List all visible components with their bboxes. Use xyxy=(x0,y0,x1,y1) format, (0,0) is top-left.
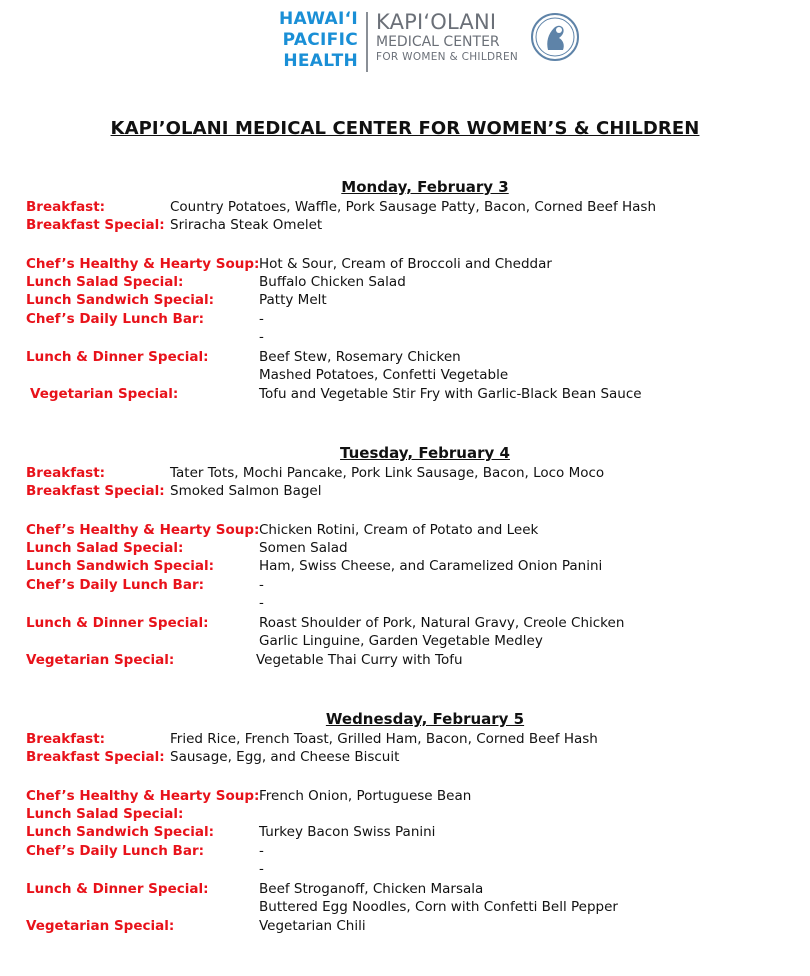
hph-line-2: PACIFIC xyxy=(282,30,358,50)
menu-value: Fried Rice, French Toast, Grilled Ham, Bacon, Corned Beef Hash xyxy=(170,731,598,747)
day-title: Tuesday, February 4 xyxy=(340,444,510,462)
menu-label: Chef’s Daily Lunch Bar: xyxy=(26,311,205,327)
day-title: Wednesday, February 5 xyxy=(325,710,525,728)
menu-label: Breakfast Special: xyxy=(26,483,165,499)
menu-value: Chicken Rotini, Cream of Potato and Leek xyxy=(259,522,539,538)
menu-value: Tater Tots, Mochi Pancake, Pork Link Sausage, Bacon, Loco Moco xyxy=(170,465,605,481)
kap-line-1: KAPI‘OLANI xyxy=(376,10,497,34)
menu-label: Chef’s Daily Lunch Bar: xyxy=(26,577,205,593)
menu-value: Somen Salad xyxy=(259,540,348,556)
menu-label: Chef’s Healthy & Hearty Soup: xyxy=(26,522,260,538)
menu-value: Tofu and Vegetable Stir Fry with Garlic-Black Bean Sauce xyxy=(259,386,642,402)
menu-value: - xyxy=(259,311,264,327)
menu-label: Vegetarian Special: xyxy=(26,652,175,668)
page-title: KAPI’OLANI MEDICAL CENTER FOR WOMEN’S & CHILDREN xyxy=(110,118,700,139)
menu-label: Vegetarian Special: xyxy=(30,386,179,402)
menu-value: - xyxy=(259,861,264,877)
menu-value: Vegetable Thai Curry with Tofu xyxy=(256,652,463,668)
hph-line-1: HAWAI‘I xyxy=(279,9,358,29)
logo-divider xyxy=(366,12,368,72)
menu-value: Buttered Egg Noodles, Corn with Confetti Bell Pepper xyxy=(259,899,618,915)
menu-label: Lunch & Dinner Special: xyxy=(26,615,209,631)
menu-value: Ham, Swiss Cheese, and Caramelized Onion Panini xyxy=(259,558,603,574)
menu-label: Vegetarian Special: xyxy=(26,918,175,934)
menu-value: Mashed Potatoes, Confetti Vegetable xyxy=(259,367,509,383)
menu-value: Turkey Bacon Swiss Panini xyxy=(259,824,436,840)
menu-value: Sausage, Egg, and Cheese Biscuit xyxy=(170,749,400,765)
menu-value: French Onion, Portuguese Bean xyxy=(259,788,472,804)
menu-label: Breakfast: xyxy=(26,731,106,747)
day-title: Monday, February 3 xyxy=(341,178,509,196)
menu-label: Breakfast: xyxy=(26,465,106,481)
menu-label: Lunch Salad Special: xyxy=(26,806,184,822)
menu-label: Breakfast Special: xyxy=(26,749,165,765)
menu-label: Lunch Sandwich Special: xyxy=(26,824,214,840)
menu-label: Lunch & Dinner Special: xyxy=(26,349,209,365)
menu-value: Sriracha Steak Omelet xyxy=(170,217,323,233)
menu-label: Lunch Sandwich Special: xyxy=(26,558,214,574)
hph-line-3: HEALTH xyxy=(283,51,358,71)
menu-value: Buffalo Chicken Salad xyxy=(259,274,406,290)
header-logo xyxy=(0,0,810,90)
menu-value: Garlic Linguine, Garden Vegetable Medley xyxy=(259,633,543,649)
menu-value: - xyxy=(259,595,264,611)
menu-value: Roast Shoulder of Pork, Natural Gravy, Creole Chicken xyxy=(259,615,625,631)
menu-label: Lunch Sandwich Special: xyxy=(26,292,214,308)
menu-value: Vegetarian Chili xyxy=(259,918,366,934)
menu-value: Smoked Salmon Bagel xyxy=(170,483,322,499)
menu-value: - xyxy=(259,329,264,345)
menu-value: Country Potatoes, Waffle, Pork Sausage Patty, Bacon, Corned Beef Hash xyxy=(170,199,656,215)
menu-label: Chef’s Healthy & Hearty Soup: xyxy=(26,256,260,272)
menu-label: Lunch Salad Special: xyxy=(26,540,184,556)
kap-line-3: FOR WOMEN & CHILDREN xyxy=(376,51,519,63)
menu-value: - xyxy=(259,843,264,859)
menu-label: Lunch & Dinner Special: xyxy=(26,881,209,897)
menu-value: - xyxy=(259,577,264,593)
menu-value: Patty Melt xyxy=(259,292,327,308)
menu-label: Lunch Salad Special: xyxy=(26,274,184,290)
hawaii-pacific-health-logo xyxy=(258,9,358,72)
menu-label: Breakfast Special: xyxy=(26,217,165,233)
menu-value: Beef Stroganoff, Chicken Marsala xyxy=(259,881,484,897)
kap-line-2: MEDICAL CENTER xyxy=(376,34,500,50)
menu-label: Breakfast: xyxy=(26,199,106,215)
kapiolani-logo-text xyxy=(376,10,518,64)
menu-label: Chef’s Daily Lunch Bar: xyxy=(26,843,205,859)
menu-label: Chef’s Healthy & Hearty Soup: xyxy=(26,788,260,804)
menu-value: Hot & Sour, Cream of Broccoli and Cheddar xyxy=(259,256,552,272)
kapiolani-seal-icon xyxy=(530,12,580,62)
menu-value: Beef Stew, Rosemary Chicken xyxy=(259,349,461,365)
